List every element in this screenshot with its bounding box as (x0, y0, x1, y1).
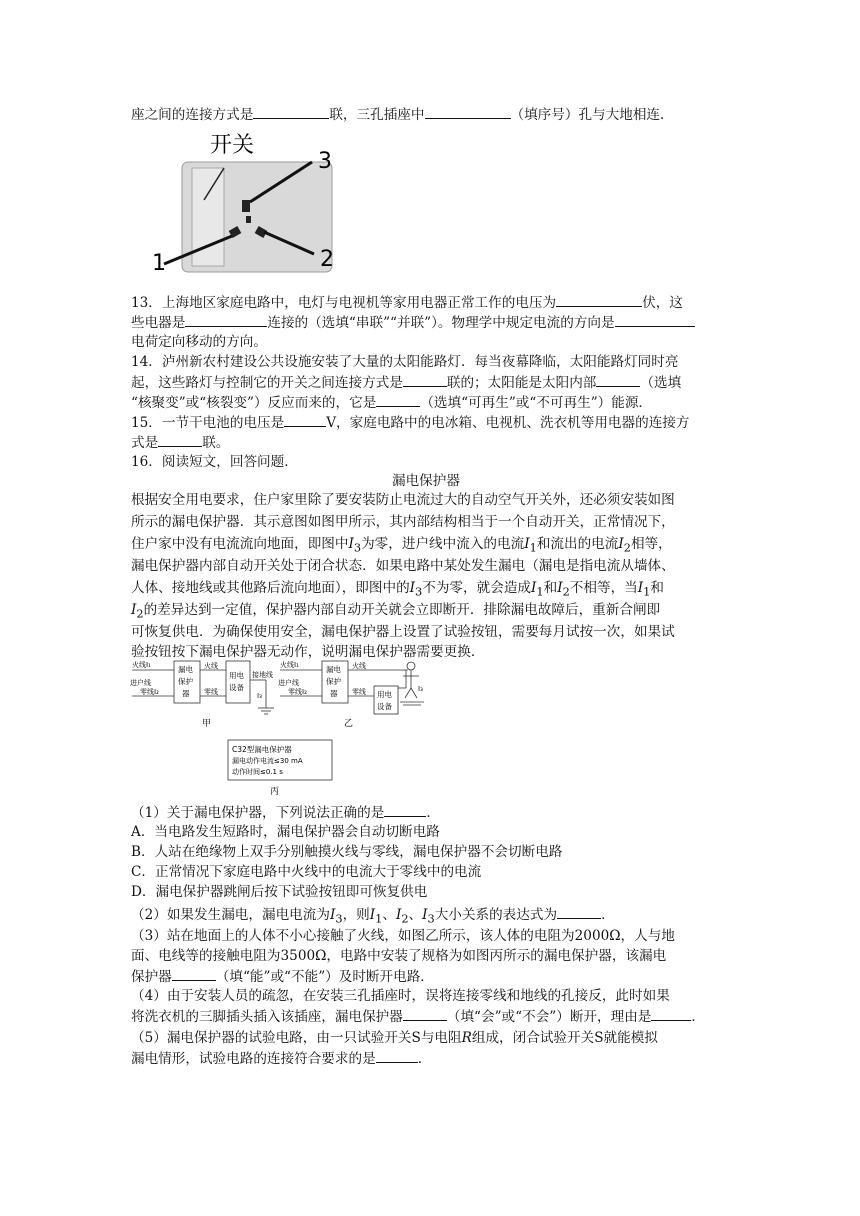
text: 联的；太阳能是太阳内部 (446, 375, 597, 391)
text: 16．阅读短文，回答问题． (131, 454, 298, 470)
sub-q1 (131, 802, 440, 823)
symbol: 1 (643, 584, 651, 599)
answer-blank (158, 432, 202, 447)
q14-line2 (131, 372, 681, 393)
label: I₃ (418, 685, 423, 693)
text: 式是 (131, 435, 159, 451)
label: 接地线 (252, 671, 273, 679)
passage-line3 (131, 534, 672, 558)
text: （1）关于漏电保护器，下列说法正确的是 (131, 805, 385, 821)
text: （选填 (640, 375, 682, 391)
label-3: 3 (318, 149, 332, 174)
symbol: I (618, 536, 624, 552)
symbol: 2 (136, 606, 144, 621)
answer-blank (376, 1048, 418, 1063)
answer-blank (384, 802, 426, 817)
label: 漏电 (326, 665, 341, 674)
label: 动作时间≤0.1 s (232, 768, 283, 776)
option-d: D．漏电保护器跳闸后按下试验按钮即可恢复供电 (131, 884, 428, 900)
passage-line6 (131, 600, 660, 624)
symbol: 3 (353, 540, 362, 555)
symbol: I (348, 536, 354, 552)
text: 的差异达到一定值，保护器内部自动开关就会立即断开．排除漏电故障后，重新合闸即 (143, 602, 661, 618)
text: ． (426, 805, 440, 821)
q14-line3 (131, 392, 652, 413)
label: 零线I₂ (288, 688, 307, 696)
symbol: 3 (415, 584, 423, 599)
answer-blank (172, 966, 216, 981)
q14-line1 (131, 352, 678, 372)
text: 和流出的电流 (536, 536, 619, 552)
hole-3 (242, 200, 250, 212)
answer-blank (556, 292, 642, 307)
label: C32型漏电保护器 (232, 745, 292, 754)
answer-blank (651, 1006, 691, 1021)
option-a: A．当电路发生短路时，漏电保护器会自动切断电路 (131, 824, 440, 840)
figure-bing (220, 738, 340, 796)
answer-blank (284, 412, 326, 427)
label: 漏电动作电流≤30 mA (232, 757, 303, 765)
symbol: 1 (536, 584, 544, 599)
label: 设备 (377, 702, 392, 711)
label: 火线 (204, 662, 218, 670)
text: 伏，这 (642, 295, 683, 311)
passage-line5 (131, 578, 664, 602)
text: 联，三孔插座中 (329, 107, 425, 123)
symbol: I (131, 602, 137, 618)
label: 用电 (377, 690, 392, 699)
sub-q2 (131, 904, 615, 929)
text: 人体、接地线或其他路后流向地面），即图中的 (131, 580, 410, 596)
label: 进户线 (278, 679, 299, 687)
label-1: 1 (152, 251, 166, 276)
figure-jia (130, 658, 290, 730)
label: 器 (182, 689, 190, 698)
switch-label: 开关 (210, 133, 255, 158)
figure-caption: 甲 (202, 719, 212, 729)
q13-line2 (131, 312, 695, 333)
symbol: I (369, 907, 376, 923)
option-c: C．正常情况下家庭电路中火线中的电流大于零线中的电流 (131, 864, 482, 880)
text: 15．一节干电池的电压是 (131, 415, 285, 431)
label: I₃ (257, 692, 262, 700)
label: 用电 (229, 671, 244, 680)
symbol: I (637, 580, 644, 596)
text: 、 (382, 907, 396, 923)
symbol: 1 (375, 911, 383, 926)
sub-q4-line2 (131, 1006, 705, 1027)
label: 零线I₂ (140, 688, 159, 696)
symbol: 3 (335, 911, 343, 926)
label: 零线 (204, 688, 218, 696)
text: 组成，闭合试验开关S就能模拟 (471, 1030, 658, 1046)
symbol: 2 (401, 911, 409, 926)
socket-figure (152, 128, 352, 278)
symbol: I (329, 907, 336, 923)
symbol: I (395, 907, 402, 923)
q13-line3 (131, 332, 267, 352)
label: 火线I₁ (132, 661, 151, 669)
symbol: I (422, 907, 428, 923)
text: 大小关系的表达式为 (434, 907, 558, 923)
text: 将洗衣机的三脚插头插入该插座，漏电保护器 (131, 1009, 403, 1025)
answer-blank (425, 104, 511, 119)
answer-blank (557, 904, 601, 919)
answer-blank (376, 392, 420, 407)
text: 、 (408, 907, 423, 923)
symbol: I (409, 580, 416, 596)
text: 座之间的连接方式是 (131, 107, 254, 123)
text: （填序号）孔与大地相连． (510, 107, 674, 123)
answer-blank (403, 1006, 447, 1021)
text: 电荷定向移动的方向。 (131, 334, 267, 350)
answer-blank (615, 312, 695, 327)
symbol: I (531, 580, 537, 596)
passage-line1: 根据安全用电要求，住户家里除了要安装防止电流过大的自动空气开关外，还必须安装如图 (131, 492, 675, 508)
label: 零线 (352, 688, 366, 696)
text: V，家庭电路中的电冰箱、电视机、洗衣机等用电器的连接方 (326, 415, 690, 431)
text: 连接的（选填“串联”“并联”）。物理学中规定电流的方向是 (267, 315, 615, 331)
text: 漏电情形，试验电路的连接符合要求的是 (131, 1051, 376, 1067)
text: 保护器 (131, 969, 172, 985)
sub-q3-line3 (131, 966, 434, 987)
figure-caption: 乙 (344, 719, 354, 729)
sub-q3-line1: （3）站在地面上的人体不小心接触了火线，如图乙所示，该人体的电阻为2000Ω，人与地 (131, 928, 675, 944)
passage-line2: 所示的漏电保护器．其示意图如图甲所示，其内部结构相当于一个自动开关，正常情况下， (131, 514, 675, 530)
sub-q5-line2 (131, 1048, 431, 1069)
text: 不相等，当 (569, 580, 638, 596)
label: 器 (330, 689, 338, 698)
text: （填“会”或“不会”）断开，理由是 (446, 1009, 652, 1025)
q12-line-end (131, 104, 674, 125)
text: 起，这些路灯与控制它的开关之间连接方式是 (131, 375, 403, 391)
q15-line2 (131, 432, 229, 453)
text: （填“能”或“不能”）及时断开电路． (215, 969, 434, 985)
text: （2）如果发生漏电，漏电电流为 (131, 907, 330, 923)
sub-q4-line1: （4）由于安装人员的疏忽，在安装三孔插座时，误将连接零线和地线的孔接反，此时如果 (131, 988, 670, 1004)
label: 火线I₁ (280, 661, 299, 669)
text: （选填“可再生”或“不可再生”）能源． (420, 395, 653, 411)
passage-line7: 可恢复供电．为确保使用安全，漏电保护器上设置了试验按钮，需要每月试按一次，如果试 (131, 624, 675, 640)
text: 相等， (630, 536, 672, 552)
text: 些电器是 (131, 315, 186, 331)
text: 14．泸州新农村建设公共设施安装了大量的太阳能路灯．每当夜幕降临，太阳能路灯同时亮 (131, 354, 679, 370)
text: ，则 (342, 907, 370, 923)
symbol: I (557, 580, 563, 596)
label: 保护 (326, 677, 341, 686)
answer-blank (403, 372, 447, 387)
label: 设备 (229, 683, 244, 692)
answer-blank (185, 312, 267, 327)
passage-title: 漏电保护器 (392, 473, 460, 489)
text: 13．上海地区家庭电路中，电灯与电视机等家用电器正常工作的电压为 (131, 295, 557, 311)
answer-blank (596, 372, 640, 387)
figure-caption: 丙 (270, 787, 280, 796)
option-b: B．人站在绝缘物上双手分别触摸火线与零线，漏电保护器不会切断电路 (131, 844, 563, 860)
text: 和 (543, 580, 558, 596)
label: 进户线 (130, 679, 151, 687)
q16-line (131, 452, 298, 472)
passage-line8: 验按钮按下漏电保护器无动作，说明漏电保护器需要更换． (131, 644, 485, 660)
passage-line4: 漏电保护器内部自动开关处于闭合状态．如果电路中某处发生漏电（漏电是指电流从墙体、 (131, 558, 675, 574)
text: 不为零，就会造成 (422, 580, 532, 596)
figure-yi (278, 658, 458, 730)
symbol: 3 (427, 911, 435, 926)
answer-blank (253, 104, 329, 119)
text: 联。 (202, 435, 230, 451)
symbol: 2 (562, 584, 570, 599)
text: ． (601, 907, 615, 923)
symbol: R (461, 1030, 472, 1046)
label: 保护 (178, 677, 193, 686)
text: 住户家中没有电流流向地面，即图中 (131, 536, 349, 552)
text: ． (417, 1051, 432, 1067)
symbol: 1 (529, 540, 537, 555)
text: ． (691, 1009, 705, 1025)
symbol: 2 (623, 540, 631, 555)
q15-line1 (131, 412, 690, 433)
label: 漏电 (178, 665, 193, 674)
symbol: I (524, 536, 530, 552)
sub-q3-line2: 面、电线等的接触电阻为3500Ω，电路中安装了规格为如图丙所示的漏电保护器，该漏电 (131, 948, 667, 964)
text: 为零，进户线中流入的电流 (361, 536, 525, 552)
text: （5）漏电保护器的试验电路，由一只试验开关S与电阻 (131, 1030, 462, 1046)
q13-line1 (131, 292, 683, 313)
text: 和 (650, 580, 664, 596)
label-2: 2 (320, 247, 334, 272)
label: 火线 (352, 662, 366, 670)
sub-q5-line1 (131, 1028, 658, 1048)
text: “核聚变”或“核裂变”）反应而来的，它是 (131, 395, 377, 411)
